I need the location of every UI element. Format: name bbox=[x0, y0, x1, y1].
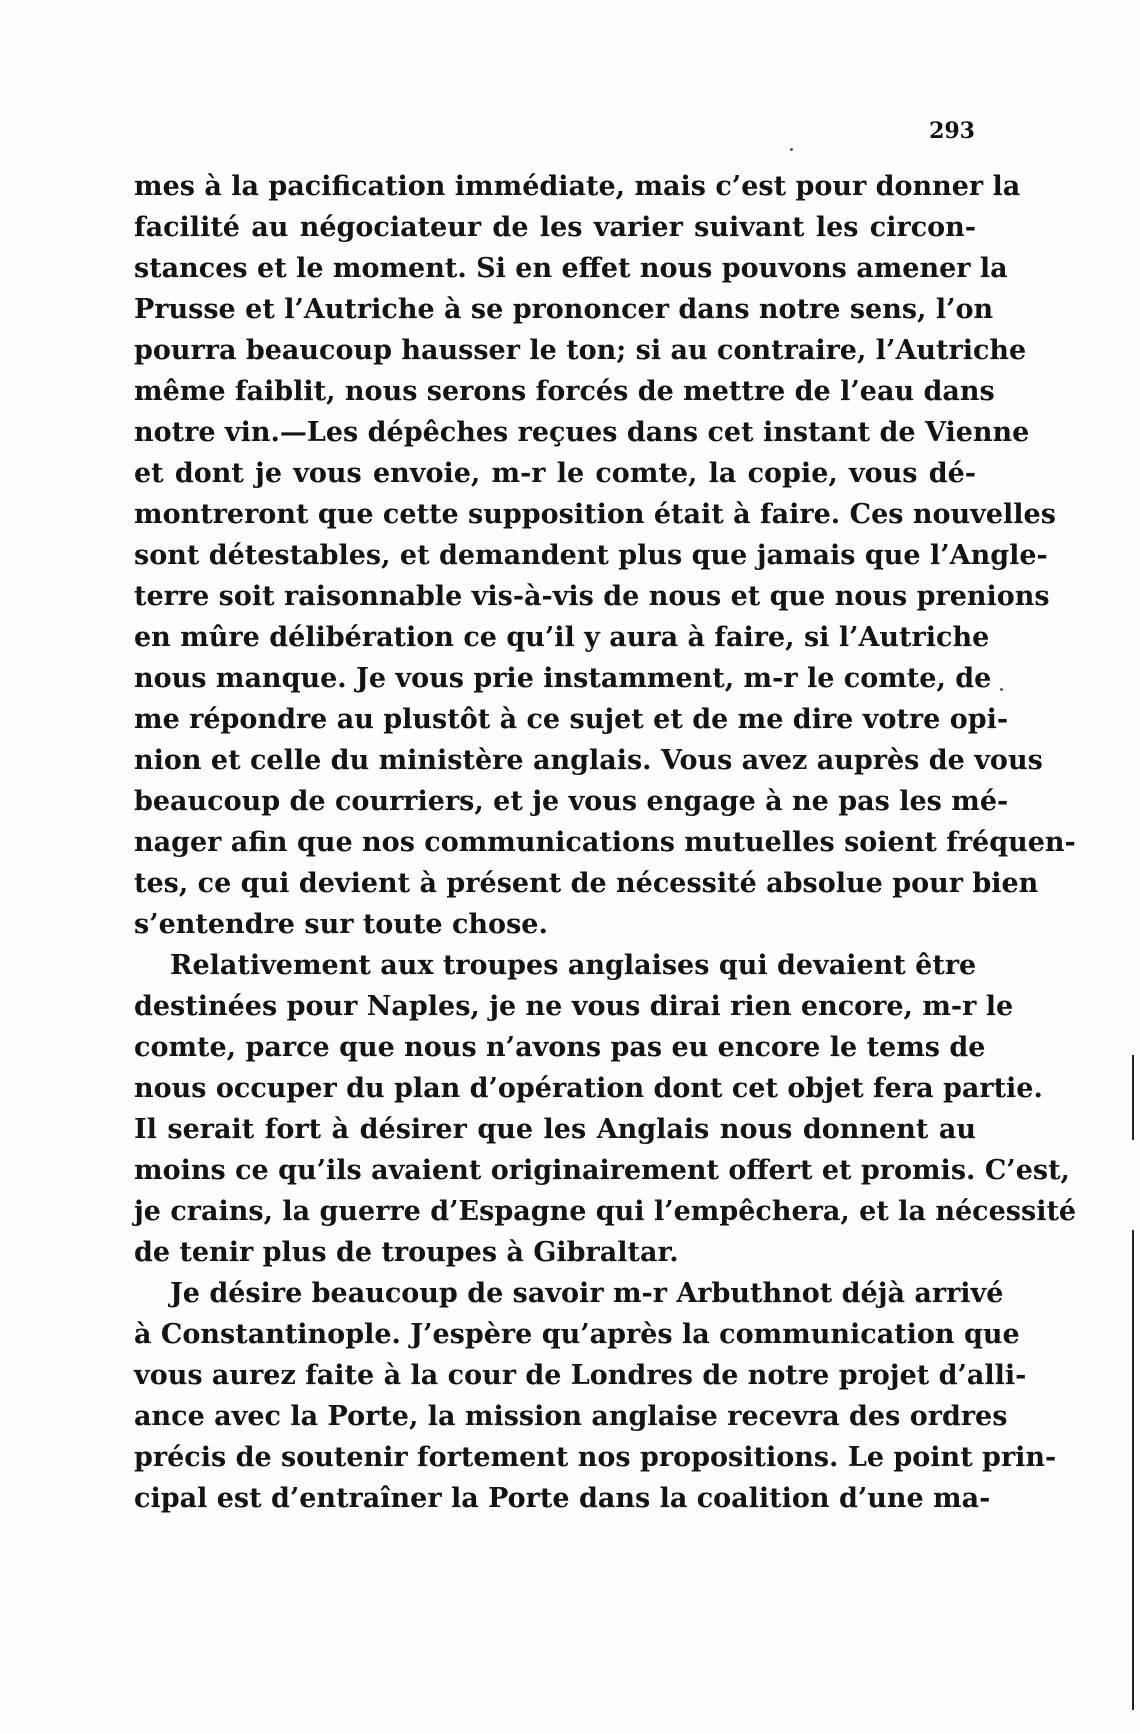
page-number: 293 bbox=[929, 118, 975, 144]
text-line: précis de soutenir fortement nos propositions. Le point prin- bbox=[134, 1442, 1057, 1473]
text-line: Prusse et l’Autriche à se prononcer dans notre sens, l’on bbox=[134, 294, 994, 325]
text-line: stances et le moment. Si en effet nous pouvons amener la bbox=[134, 253, 1008, 284]
text-line: me répondre au plustôt à ce sujet et de me dire votre opi- bbox=[134, 704, 1009, 735]
scan-edge-mark bbox=[1132, 1230, 1134, 1710]
text-line: ance avec la Porte, la mission anglaise recevra des ordres bbox=[134, 1401, 1008, 1432]
text-line: Il serait fort à désirer que les Anglais nous donnent au bbox=[134, 1114, 976, 1145]
text-line: s’entendre sur toute chose. bbox=[134, 909, 548, 940]
text-line: moins ce qu’ils avaient originairement offert et promis. C’est, bbox=[134, 1155, 1070, 1186]
text-line: nion et celle du ministère anglais. Vous avez auprès de vous bbox=[134, 745, 1043, 776]
paragraph-1 bbox=[134, 166, 1076, 945]
text-line: en mûre délibération ce qu’il y aura à faire, si l’Autriche bbox=[134, 622, 990, 653]
text-line: terre soit raisonnable vis-à-vis de nous et que nous prenions bbox=[134, 581, 1050, 612]
scan-edge-mark bbox=[1132, 1055, 1134, 1140]
text-line: pourra beaucoup hausser le ton; si au contraire, l’Autriche bbox=[134, 335, 1027, 366]
text-line: facilité au négociateur de les varier suivant les circon- bbox=[134, 212, 976, 243]
text-line: Relativement aux troupes anglaises qui devaient être bbox=[170, 950, 977, 981]
text-line: tes, ce qui devient à présent de nécessité absolue pour bien bbox=[134, 868, 1039, 899]
text-line: destinées pour Naples, je ne vous dirai rien encore, m-r le bbox=[134, 991, 1014, 1022]
text-line: vous aurez faite à la cour de Londres de notre projet d’alli- bbox=[134, 1360, 1027, 1391]
text-line: comte, parce que nous n’avons pas eu encore le tems de bbox=[134, 1032, 986, 1063]
text-line: beaucoup de courriers, et je vous engage à ne pas les mé- bbox=[134, 786, 1009, 817]
text-line: à Constantinople. J’espère qu’après la communication que bbox=[134, 1319, 1020, 1350]
body-text bbox=[134, 166, 1077, 1519]
text-line: nous manque. Je vous prie instamment, m-r le comte, de bbox=[134, 663, 992, 694]
text-line: cipal est d’entraîner la Porte dans la coalition d’une ma- bbox=[134, 1483, 991, 1514]
text-line: montreront que cette supposition était à faire. Ces nouvelles bbox=[134, 499, 1056, 530]
text-line: et dont je vous envoie, m-r le comte, la copie, vous dé- bbox=[134, 458, 976, 489]
text-line: mes à la pacification immédiate, mais c’est pour donner la bbox=[134, 171, 1021, 202]
text-line: notre vin.—Les dépêches reçues dans cet instant de Vienne bbox=[134, 417, 1030, 448]
text-line: Je désire beaucoup de savoir m-r Arbuthnot déjà arrivé bbox=[170, 1278, 1004, 1309]
scan-speck bbox=[790, 148, 793, 151]
text-line: sont détestables, et demandent plus que jamais que l’Angle- bbox=[134, 540, 1048, 571]
text-line: nous occuper du plan d’opération dont cet objet fera partie. bbox=[134, 1073, 1043, 1104]
text-line: je crains, la guerre d’Espagne qui l’empêchera, et la nécessité bbox=[134, 1196, 1077, 1227]
scan-speck bbox=[1000, 688, 1003, 691]
paragraph-2 bbox=[134, 945, 1077, 1273]
paragraph-3 bbox=[134, 1273, 1057, 1519]
text-line: même faiblit, nous serons forcés de mettre de l’eau dans bbox=[134, 376, 995, 407]
text-line: de tenir plus de troupes à Gibraltar. bbox=[134, 1237, 679, 1268]
text-line: nager afin que nos communications mutuelles soient fréquen- bbox=[134, 827, 1076, 858]
